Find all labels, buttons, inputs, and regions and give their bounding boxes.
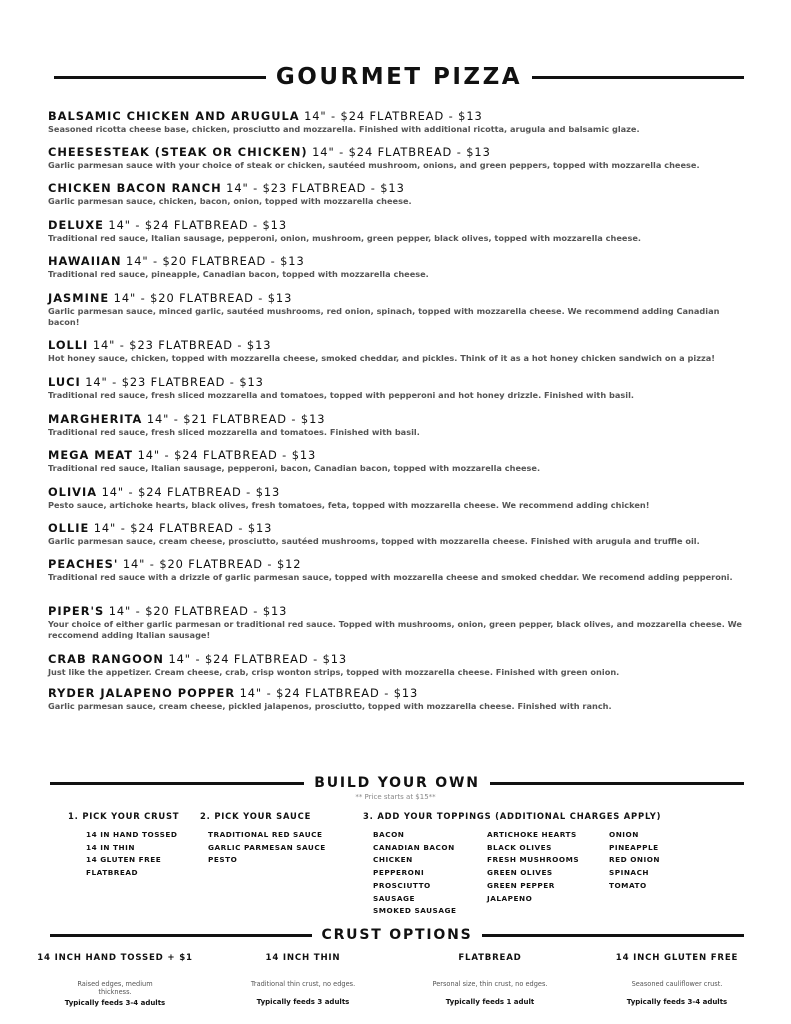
pizza-name: JASMINE (48, 291, 110, 305)
crust-name: 14 INCH GLUTEN FREE (615, 953, 739, 963)
pizza-price: 14" - $24 FLATBREAD - $13 (235, 686, 419, 700)
topping-option: SAUSAGE (373, 893, 415, 903)
topping-option: PINEAPPLE (609, 842, 659, 852)
pizza-name: PEACHES' (48, 557, 119, 571)
crust-description: Seasoned cauliflower crust. (631, 980, 723, 988)
pizza-description: Pesto sauce, artichoke hearts, black olives, fresh tomatoes, feta, topped with mozzarella cheese. We recommend adding chicken! (48, 500, 650, 510)
crust-card-gluten-free (582, 953, 772, 1006)
pizza-description: Traditional red sauce, fresh sliced mozzarella and tomatoes. Finished with basil. (48, 427, 420, 437)
crust-name: FLATBREAD (458, 953, 522, 963)
title-rule-left (54, 76, 266, 79)
sauce-option: PESTO (208, 855, 238, 865)
build-rule-right (490, 782, 744, 785)
pizza-item (48, 685, 748, 715)
topping-option: RED ONION (609, 855, 661, 865)
topping-option: GREEN OLIVES (487, 868, 553, 878)
crust-rule-left (50, 934, 312, 937)
pick-crust-heading: 1. PICK YOUR CRUST (68, 811, 180, 821)
crust-option: FLATBREAD (86, 868, 139, 878)
topping-option: CHICKEN (373, 855, 413, 865)
pizza-item (48, 374, 748, 411)
pizza-list (48, 108, 748, 715)
crust-option: 14 GLUTEN FREE (86, 855, 162, 865)
pizza-price: 14" - $24 FLATBREAD - $13 (307, 145, 491, 159)
pizza-item (48, 108, 748, 144)
pizza-item (48, 447, 748, 484)
pizza-description: Traditional red sauce, Italian sausage, pepperoni, onion, mushroom, green pepper, black olives, topped with mozzarella cheese. (48, 233, 642, 243)
sauce-option: GARLIC PARMESAN SAUCE (208, 842, 326, 852)
build-rule-left (50, 782, 304, 785)
pizza-price: 14" - $24 FLATBREAD - $13 (89, 521, 273, 535)
toppings-list-veggies (487, 829, 579, 905)
crust-rule-right (482, 934, 744, 937)
crust-option: 14 IN THIN (86, 842, 135, 852)
pizza-description: Seasoned ricotta cheese base, chicken, prosciutto and mozzarella. Finished with additional ricotta, arugula and balsamic glaze. (48, 124, 640, 134)
pizza-price: 14" - $24 FLATBREAD - $13 (103, 218, 287, 232)
pizza-price: 14" - $24 FLATBREAD - $13 (163, 652, 348, 666)
pizza-price: 14" - $24 FLATBREAD - $13 (299, 109, 483, 123)
pizza-item (48, 603, 748, 651)
pizza-price: 14" - $23 FLATBREAD - $13 (80, 375, 264, 389)
pizza-description: Traditional red sauce, Italian sausage, pepperoni, bacon, Canadian bacon, topped with mozzarella cheese. (48, 463, 541, 473)
pizza-item (48, 290, 748, 337)
sauce-option: TRADITIONAL RED SAUCE (208, 830, 323, 839)
topping-option: GREEN PEPPER (487, 880, 555, 890)
pizza-name: CHEESESTEAK (STEAK OR CHICKEN) (48, 145, 308, 159)
pizza-name: RYDER JALAPENO POPPER (48, 686, 236, 700)
pizza-name: OLLIE (48, 521, 90, 535)
crust-card-flatbread (395, 953, 585, 1006)
topping-option: TOMATO (609, 880, 647, 890)
topping-option: PEPPERONI (373, 868, 425, 878)
crust-option: 14 IN HAND TOSSED (86, 830, 178, 839)
build-your-own-title: BUILD YOUR OWN (314, 775, 480, 791)
price-note: ** Price starts at $15** (355, 793, 436, 801)
crust-description: Raised edges, medium thickness. (77, 980, 153, 997)
pizza-price: 14" - $20 FLATBREAD - $12 (118, 557, 302, 571)
crust-description: Traditional thin crust, no edges. (250, 980, 356, 988)
crust-name: 14 INCH THIN (265, 953, 341, 963)
topping-option: SPINACH (609, 868, 650, 878)
menu-title-row (54, 64, 744, 90)
toppings-list-meats (373, 829, 456, 918)
pizza-item (48, 520, 748, 556)
topping-option: BACON (373, 830, 405, 839)
pizza-name: CRAB RANGOON (48, 652, 164, 666)
pizza-item (48, 411, 748, 447)
topping-option: JALAPENO (487, 893, 533, 903)
crust-option-list (86, 829, 177, 880)
topping-option: FRESH MUSHROOMS (487, 855, 580, 865)
pizza-description: Just like the appetizer. Cream cheese, crab, crisp wonton strips, topped with mozzarella cheese. Finished with green onion. (48, 667, 620, 677)
crust-name: 14 INCH HAND TOSSED + $1 (37, 953, 193, 963)
pizza-description: Hot honey sauce, chicken, topped with mozzarella cheese, smoked cheddar, and pickles. Think of it as a hot honey chicken sandwich on a pizza! (48, 353, 715, 363)
pizza-description: Your choice of either garlic parmesan or traditional red sauce. Topped with mushrooms, onion, green pepper, black olives, and mozzarella cheese. We reccomend adding Italian sausage! (48, 619, 742, 641)
crust-options-title-row (50, 927, 744, 943)
pizza-item (48, 556, 748, 603)
pizza-description: Garlic parmesan sauce, chicken, bacon, onion, topped with mozzarella cheese. (48, 196, 412, 206)
crust-description: Personal size, thin crust, no edges. (432, 980, 548, 988)
pizza-name: LUCI (48, 375, 81, 389)
pizza-description: Traditional red sauce, fresh sliced mozzarella and tomatoes, topped with pepperoni and hot honey drizzle. Finished with basil. (48, 390, 634, 400)
crust-feeds: Typically feeds 1 adult (445, 998, 535, 1007)
pizza-item (48, 180, 748, 217)
pizza-description: Garlic parmesan sauce with your choice of steak or chicken, sautéed mushroom, onions, and green peppers, topped with mozzarella cheese. (48, 160, 700, 170)
pizza-name: HAWAIIAN (48, 254, 122, 268)
pizza-name: DELUXE (48, 218, 104, 232)
pizza-description: Traditional red sauce, pineapple, Canadian bacon, topped with mozzarella cheese. (48, 269, 429, 279)
pizza-item (48, 217, 748, 253)
pizza-name: OLIVIA (48, 485, 98, 499)
crust-feeds: Typically feeds 3 adults (256, 998, 350, 1007)
pizza-description: Garlic parmesan sauce, cream cheese, pickled jalapenos, prosciutto, topped with mozzarella cheese. Finished with ranch. (48, 701, 612, 711)
menu-title: GOURMET PIZZA (275, 64, 523, 90)
pizza-item (48, 337, 748, 374)
crust-card-thin (208, 953, 398, 1006)
pizza-price: 14" - $21 FLATBREAD - $13 (142, 412, 326, 426)
topping-option: CANADIAN BACON (373, 842, 455, 852)
pizza-item (48, 144, 748, 180)
sauce-option-list (208, 829, 326, 867)
pizza-price: 14" - $24 FLATBREAD - $13 (133, 448, 317, 462)
pizza-name: BALSAMIC CHICKEN AND ARUGULA (48, 109, 300, 123)
pizza-item (48, 484, 748, 520)
topping-option: ONION (609, 830, 639, 839)
pizza-price: 14" - $20 FLATBREAD - $13 (104, 604, 288, 618)
crust-feeds: Typically feeds 3-4 adults (626, 998, 728, 1007)
build-your-own-title-row (50, 775, 744, 791)
pizza-price: 14" - $20 FLATBREAD - $13 (109, 291, 293, 305)
pizza-name: MEGA MEAT (48, 448, 134, 462)
pizza-price: 14" - $23 FLATBREAD - $13 (221, 181, 405, 195)
crust-feeds: Typically feeds 3-4 adults (64, 998, 166, 1007)
crust-options-title: CRUST OPTIONS (321, 927, 473, 943)
pizza-item (48, 253, 748, 290)
topping-option: PROSCIUTTO (373, 880, 431, 890)
pizza-description: Garlic parmesan sauce, cream cheese, prosciutto, sautéed mushrooms, topped with mozzarella cheese. Finished with arugula and truffle oil. (48, 536, 700, 546)
pizza-name: MARGHERITA (48, 412, 143, 426)
topping-option: SMOKED SAUSAGE (373, 906, 457, 916)
topping-option: ARTICHOKE HEARTS (487, 830, 577, 839)
pizza-description: Traditional red sauce with a drizzle of garlic parmesan sauce, topped with mozzarella cheese and smoked cheddar. We recomend adding pepperoni. (48, 572, 733, 582)
crust-card-hand-tossed (20, 953, 210, 1007)
pizza-name: CHICKEN BACON RANCH (48, 181, 222, 195)
pizza-description: Garlic parmesan sauce, minced garlic, sautéed mushrooms, red onion, spinach, topped with mozzarella cheese. We recommend adding Canadian bacon! (48, 306, 720, 328)
pizza-price: 14" - $23 FLATBREAD - $13 (88, 338, 272, 352)
topping-option: BLACK OLIVES (487, 842, 552, 852)
title-rule-right (532, 76, 744, 79)
add-toppings-heading: 3. ADD YOUR TOPPINGS (ADDITIONAL CHARGES APPLY) (363, 811, 662, 821)
pizza-item (48, 651, 748, 685)
pick-sauce-heading: 2. PICK YOUR SAUCE (200, 811, 312, 821)
pizza-price: 14" - $20 FLATBREAD - $13 (121, 254, 305, 268)
pizza-name: PIPER'S (48, 604, 105, 618)
toppings-list-more (609, 829, 660, 893)
pizza-price: 14" - $24 FLATBREAD - $13 (97, 485, 281, 499)
pizza-name: LOLLI (48, 338, 89, 352)
